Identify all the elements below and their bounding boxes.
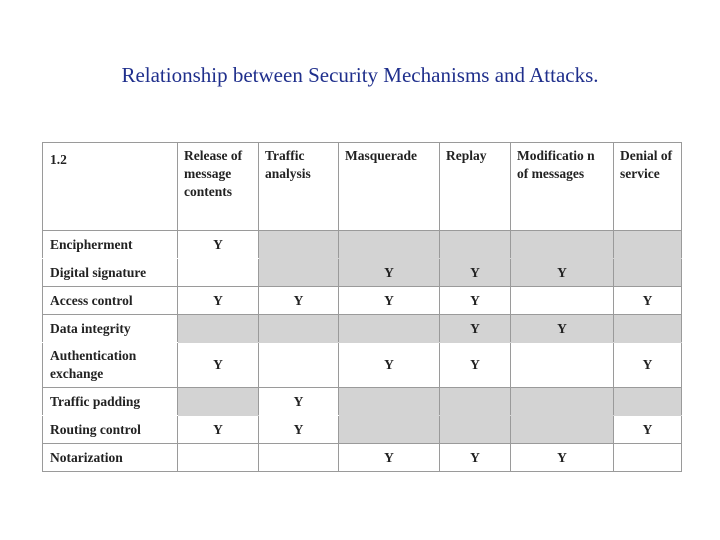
cell-mark — [178, 315, 259, 343]
column-header: Release of message contents — [178, 143, 259, 231]
cell-mark: Y — [339, 287, 440, 315]
cell-mark: Y — [259, 416, 339, 444]
column-header: Masquerade — [339, 143, 440, 231]
column-header: Replay — [440, 143, 511, 231]
cell-mark: Y — [339, 343, 440, 388]
cell-mark: Y — [614, 416, 682, 444]
row-label: Notarization — [43, 444, 178, 472]
row-label: Routing control — [43, 416, 178, 444]
column-header: Denial of service — [614, 143, 682, 231]
corner-label: 1.2 — [43, 143, 178, 231]
cell-mark — [511, 388, 614, 416]
cell-mark — [614, 231, 682, 259]
cell-mark — [259, 259, 339, 287]
table-row — [43, 259, 682, 287]
cell-mark: Y — [440, 287, 511, 315]
cell-mark — [614, 444, 682, 472]
cell-mark: Y — [259, 287, 339, 315]
cell-mark — [259, 315, 339, 343]
cell-mark — [511, 343, 614, 388]
cell-mark — [339, 388, 440, 416]
cell-mark: Y — [511, 259, 614, 287]
cell-mark: Y — [178, 343, 259, 388]
cell-mark: Y — [511, 315, 614, 343]
column-header: Traffic analysis — [259, 143, 339, 231]
table-row — [43, 388, 682, 416]
table-row — [43, 287, 682, 315]
cell-mark: Y — [259, 388, 339, 416]
table-row — [43, 416, 682, 444]
cell-mark: Y — [440, 315, 511, 343]
cell-mark — [339, 315, 440, 343]
row-label: Encipherment — [43, 231, 178, 259]
cell-mark — [511, 287, 614, 315]
page-title: Relationship between Security Mechanisms and Attacks. — [121, 63, 599, 87]
cell-mark: Y — [178, 416, 259, 444]
column-header: Modificatio n of messages — [511, 143, 614, 231]
cell-mark — [511, 231, 614, 259]
header-row — [43, 143, 682, 231]
cell-mark: Y — [339, 444, 440, 472]
row-label: Access control — [43, 287, 178, 315]
cell-mark — [440, 231, 511, 259]
cell-mark: Y — [440, 259, 511, 287]
table-row — [43, 231, 682, 259]
cell-mark: Y — [511, 444, 614, 472]
cell-mark: Y — [614, 343, 682, 388]
row-label: Authentication exchange — [43, 343, 178, 388]
cell-mark: Y — [339, 259, 440, 287]
cell-mark — [178, 444, 259, 472]
cell-mark — [440, 416, 511, 444]
mechanism-attack-matrix — [42, 142, 682, 472]
cell-mark — [178, 259, 259, 287]
cell-mark — [614, 388, 682, 416]
cell-mark — [339, 416, 440, 444]
table-row — [43, 444, 682, 472]
cell-mark: Y — [614, 287, 682, 315]
row-label: Data integrity — [43, 315, 178, 343]
cell-mark — [339, 231, 440, 259]
cell-mark — [511, 416, 614, 444]
cell-mark: Y — [440, 343, 511, 388]
cell-mark — [440, 388, 511, 416]
cell-mark — [259, 343, 339, 388]
cell-mark — [178, 388, 259, 416]
table-row — [43, 343, 682, 388]
cell-mark — [259, 231, 339, 259]
cell-mark: Y — [178, 287, 259, 315]
cell-mark — [614, 259, 682, 287]
cell-mark: Y — [440, 444, 511, 472]
row-label: Traffic padding — [43, 388, 178, 416]
row-label: Digital signature — [43, 259, 178, 287]
table-row — [43, 315, 682, 343]
cell-mark: Y — [178, 231, 259, 259]
cell-mark — [614, 315, 682, 343]
cell-mark — [259, 444, 339, 472]
